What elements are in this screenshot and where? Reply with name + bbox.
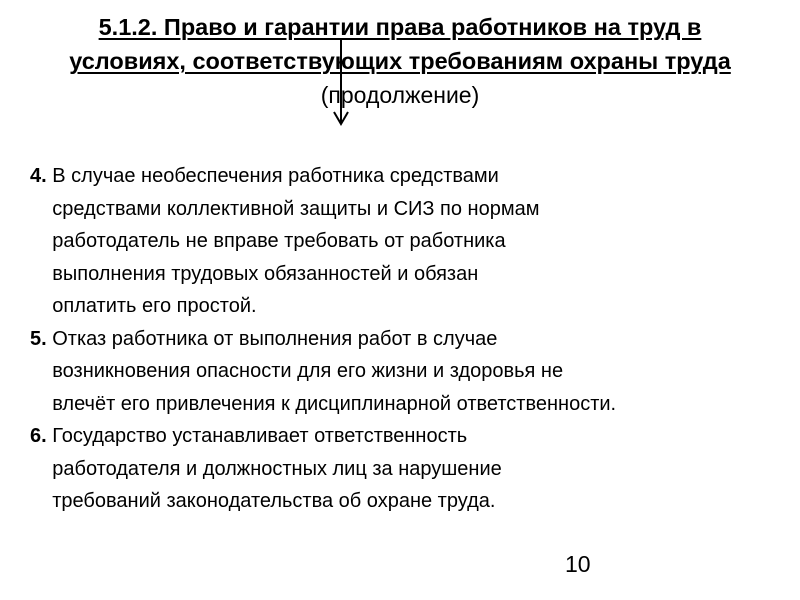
item-text	[52, 323, 790, 421]
list-item-5	[30, 323, 790, 421]
item-line: работодателя и должностных лиц за нарушение	[52, 457, 502, 480]
down-arrow-icon	[331, 40, 351, 132]
item-line: возникновения опасности для его жизни и здоровья не	[52, 360, 564, 382]
item-line: Государство устанавливает ответственность	[52, 425, 468, 447]
slide-title-line-1: 5.1.2. Право и гарантии права работников на труд в	[98, 14, 702, 40]
item-line: работодатель не вправе требовать от работника	[52, 230, 506, 252]
list-item-4	[30, 160, 790, 323]
slide-title-line-2: условиях, соответствующих требованиям охраны труда	[69, 48, 731, 74]
item-line: В случае необеспечения работника средствами	[52, 165, 499, 187]
item-line: требований законодательства об охране труда.	[52, 490, 496, 512]
slide-subtitle: (продолжение)	[320, 82, 480, 108]
rights-list	[30, 160, 790, 518]
list-item-6	[30, 420, 790, 518]
item-text	[52, 160, 790, 323]
item-line: оплатить его простой.	[52, 295, 257, 317]
item-number: 5.	[30, 327, 53, 350]
slide-header	[0, 10, 800, 112]
item-line: Отказ работника от выполнения работ в случае	[52, 327, 498, 350]
item-line: влечёт его привлечения к дисциплинарной ответственности.	[52, 392, 617, 415]
item-line: средствами коллективной защиты и СИЗ по нормам	[52, 197, 540, 220]
item-number: 6.	[30, 425, 53, 447]
item-text	[52, 420, 790, 518]
page-number: 10	[565, 551, 591, 577]
item-line: выполнения трудовых обязанностей и обязан	[52, 262, 479, 285]
item-number: 4.	[30, 165, 53, 187]
